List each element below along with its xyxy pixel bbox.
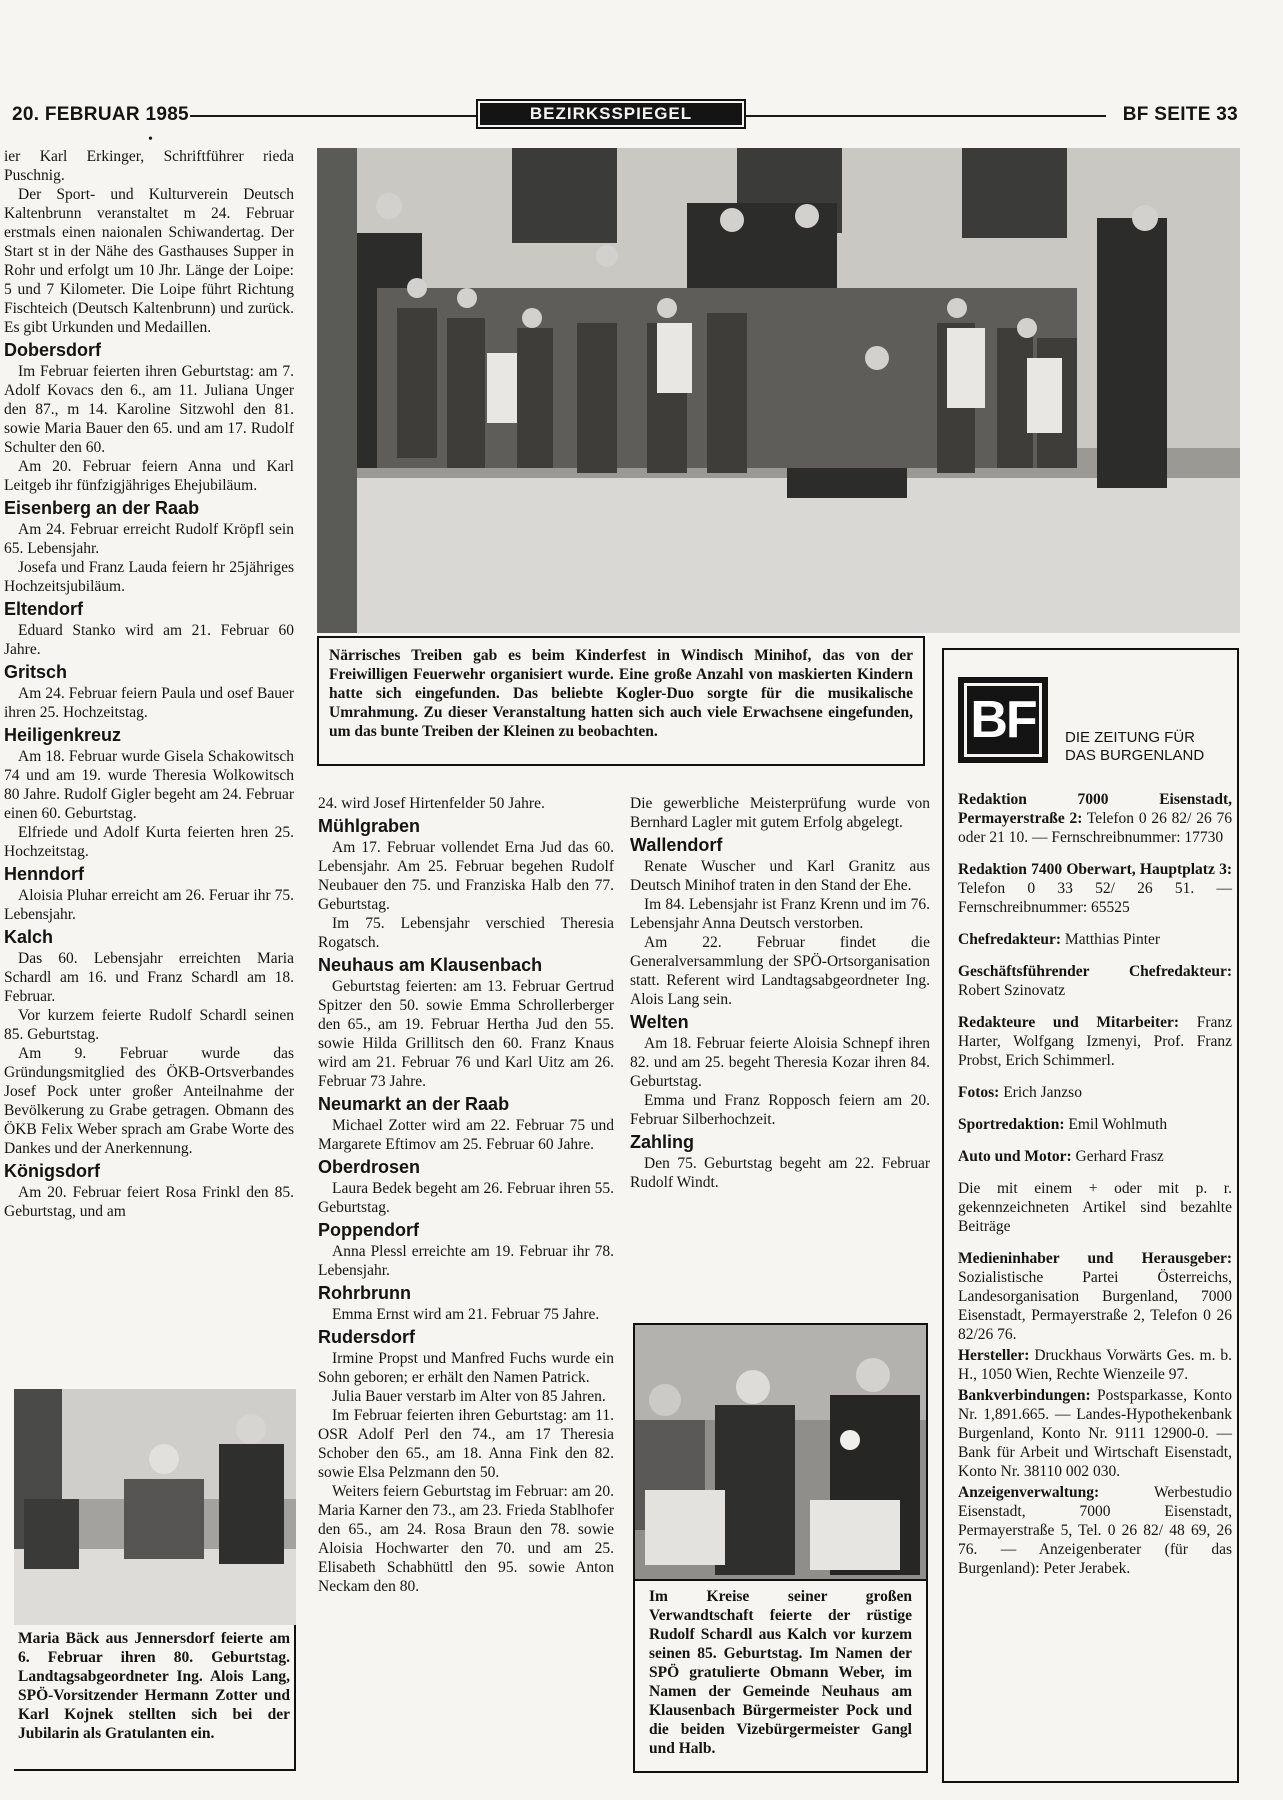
news-paragraph: Am 24. Februar feiern Paula und osef Bauer ihren 25. Hochzeitstag. (4, 685, 294, 721)
imprint-entry (958, 860, 1232, 917)
news-paragraph: Im 84. Lebensjahr ist Franz Krenn und im 76. Lebensjahr Anna Deutsch verstorben. (630, 896, 930, 932)
imprint-entry (958, 1483, 1232, 1578)
locality-heading: Rudersdorf (318, 1327, 416, 1347)
imprint-entry (958, 1386, 1232, 1481)
news-paragraph: Vor kurzem feierte Rudolf Schardl seinen 85. Geburtstag. (4, 1007, 294, 1043)
page-number: BF SEITE 33 (1122, 104, 1238, 125)
section-title: BEZIRKSSPIEGEL (480, 103, 742, 125)
locality-heading: Heiligenkreuz (4, 725, 122, 745)
news-paragraph: Im Februar feierten ihren Geburtstag: am 7. Adolf Kovacs den 6., am 11. Juliana Unger den 87., m 14. Karoline Sitzwohl den 81. sowie Maria Bauer den 65. und am 17. Rudolf Schulter den 60. (4, 363, 294, 456)
caption-maria-baeck: Maria Bäck aus Jennersdorf feierte am 6. Februar ihren 80. Geburtstag. Landtagsabgeordneter Ing. Alois Lang, SPÖ-Vorsitzender Hermann Zotter und Karl Kojnek stellten sich bei der Jubilarin als Gratulanten ein. (18, 1630, 290, 1742)
imprint-entry (958, 1147, 1232, 1166)
locality-heading: Kalch (4, 927, 54, 947)
news-paragraph: Geburtstag feierten: am 13. Februar Gertrud Spitzer den 50. sowie Emma Schrollerberger den 65., am 19. Februar Hertha Jud den 55. sowie Hilda Grillitsch den 60. Franz Knaus wird am 21. Februar 76 und Karl Uitz am 26. Februar 73 Jahre. (318, 978, 614, 1090)
locality-heading: Gritsch (4, 662, 68, 682)
imprint-value: Matthias Pinter (1061, 931, 1161, 948)
locality-heading: Wallendorf (630, 835, 723, 855)
news-paragraph: Am 20. Februar feiert Rosa Frinkl den 85. Geburtstag, und am (4, 1184, 294, 1220)
news-paragraph: Emma und Franz Ropposch feiern am 20. Februar Silberhochzeit. (630, 1092, 930, 1128)
news-paragraph: Josefa und Franz Lauda feiern hr 25jähriges Hochzeitsjubiläum. (4, 559, 294, 595)
locality-heading: Oberdrosen (318, 1157, 421, 1177)
locality-heading: Rohrbrunn (318, 1283, 411, 1303)
photo-maria-baeck-image (14, 1389, 296, 1625)
imprint-text (958, 790, 1232, 1580)
imprint-value: Druckhaus Vorwärts Ges. m. b. H., 1050 Wien, Rechte Wienzeile 97. (958, 1347, 1232, 1383)
imprint-entry (958, 1013, 1232, 1070)
locality-heading: Eltendorf (4, 599, 83, 619)
imprint-value: Franz Harter, Wolfgang Izmenyi, Prof. Franz Probst, Erich Schimmerl. (958, 1014, 1232, 1069)
intro-paragraph: Der Sport- und Kulturverein Deutsch Kaltenbrunn veranstaltet m 24. Februar erstmals einen naionalen Schiwandertag. Der Start st in der Nähe des Gasthauses Supper in Rohr und erfolgt um 10 Jhr. Länge der Loipe: 5 und 7 Kilometer. Die Loipe führt Richtung Fischteich (Deutsch Kaltenbrunn) und zurück. Es gibt Urkunden und Medaillen. (4, 186, 294, 336)
news-paragraph: Am 20. Februar feiern Anna und Karl Leitgeb ihr fünfzigjähriges Ehejubiläum. (4, 458, 294, 494)
bullet-mark: • (148, 132, 153, 147)
news-paragraph: Emma Ernst wird am 21. Februar 75 Jahre. (332, 1306, 600, 1323)
news-paragraph: Im Februar feierten ihren Geburtstag: am 11. OSR Adolf Perl den 74., am 17 Theresia Schober den 65., am 18. Anna Fink den 82. sowie Elsa Pelzmann den 50. (318, 1407, 614, 1481)
imprint-label: Redaktion 7400 Oberwart, Hauptplatz 3: (958, 861, 1232, 878)
news-paragraph: Den 75. Geburtstag begeht am 22. Februar Rudolf Windt. (630, 1155, 930, 1191)
news-paragraph: Weiters feiern Geburtstag im Februar: am 20. Maria Karner den 73., am 23. Frieda Stablhofer den 65., am 24. Rosa Braun den 78. sowie Aloisia Hochwarter den 70. und am 25. Elisabeth Schabhüttl den 95. sowie Anton Neckam den 80. (318, 1483, 614, 1595)
news-paragraph: Aloisia Pluhar erreicht am 26. Feruar ihr 75. Lebensjahr. (4, 887, 294, 923)
imprint-label: Hersteller: (958, 1347, 1030, 1364)
imprint-label: Fotos: (958, 1084, 1000, 1101)
issue-date: 20. FEBRUAR 1985 (12, 104, 189, 125)
column-2-text (318, 794, 614, 1596)
caption-box-maria-baeck (14, 1625, 296, 1771)
intro-paragraph: ier Karl Erkinger, Schriftführer rieda Puschnig. (4, 148, 294, 184)
imprint-value: Telefon 0 33 52/ 26 51. — Fernschreibnummer: 65525 (958, 880, 1232, 916)
article-column-2 (318, 794, 614, 1596)
caption-rudolf-schardl: Im Kreise seiner großen Verwandtschaft feierte der rüstige Rudolf Schardl aus Kalch vor kurzem seinen 85. Geburtstag. Im Namen der SPÖ gratulierte Obmann Weber, im Namen der Gemeinde Neuhaus am Klausenbach Bürgermeister Pock und die beiden Vizebürgermeister Gangl und Halb. (649, 1588, 912, 1757)
imprint-entry (958, 790, 1232, 847)
tagline-line-2: DAS BURGENLAND (1065, 747, 1205, 764)
tagline-line-1: DIE ZEITUNG FÜR (1065, 729, 1195, 746)
photo-rudolf-schardl (633, 1323, 928, 1581)
imprint-value: Postsparkasse, Konto Nr. 1,891.665. — Landes-Hypothekenbank Burgenland, Konto Nr. 9111 12900-0. — Bank für Arbeit und Wirtschaft Eisenstadt, Konto Nr. 38110 002 030. (958, 1387, 1232, 1480)
locality-heading: Welten (630, 1012, 689, 1032)
header-rule-right (746, 115, 1106, 117)
news-paragraph: Am 24. Februar erreicht Rudolf Kröpfl sein 65. Lebensjahr. (4, 521, 294, 557)
intro-paragraph: Die gewerbliche Meisterprüfung wurde von Bernhard Lagler mit gutem Erfolg abgelegt. (630, 795, 930, 831)
locality-heading: Neumarkt an der Raab (318, 1094, 510, 1114)
imprint-value: Telefon 0 26 82/ 26 76 oder 21 10. — Fernschreibnummer: 17730 (958, 810, 1232, 846)
locality-heading: Mühlgraben (318, 816, 420, 836)
locality-heading: Eisenberg an der Raab (4, 498, 200, 518)
news-paragraph: Elfriede und Adolf Kurta feierten hren 25. Hochzeitstag. (4, 824, 294, 860)
header-rule-left (190, 115, 476, 117)
locality-heading: Zahling (630, 1132, 694, 1152)
news-paragraph: Anna Plessl erreichte am 19. Februar ihr 78. Lebensjahr. (318, 1243, 614, 1279)
imprint-label: Medieninhaber und Herausgeber: (958, 1250, 1232, 1267)
news-paragraph: Am 22. Februar findet die Generalversammlung der SPÖ-Ortsorganisation statt. Referent wird Landtagsabgeordneter Ing. Alois Lang sein. (630, 934, 930, 1008)
imprint-label: Auto und Motor: (958, 1148, 1072, 1165)
locality-heading: Königsdorf (4, 1161, 100, 1181)
caption-box-kinderfest (317, 636, 925, 766)
section-banner (476, 99, 746, 129)
imprint-value: Werbestudio Eisenstadt, 7000 Eisenstadt, Permayerstraße 5, Tel. 0 26 82/ 48 69, 26 76. — Anzeigenberater (für das Burgenland): Peter Jerabek. (958, 1484, 1232, 1577)
locality-heading: Dobersdorf (4, 340, 102, 360)
imprint-entry (958, 962, 1232, 1000)
news-paragraph: Am 18. Februar feierte Aloisia Schnepf ihren 82. und am 25. begeht Theresia Kozar ihren 84. Geburtstag. (630, 1035, 930, 1090)
imprint-label: Geschäftsführender Chefredakteur: (958, 963, 1232, 980)
imprint-entry (958, 1083, 1232, 1102)
news-paragraph: Im 75. Lebensjahr verschied Theresia Rogatsch. (318, 915, 614, 951)
photo-rudolf-schardl-image (635, 1325, 926, 1579)
news-paragraph: Michael Zotter wird am 22. Februar 75 und Margarete Eftimov am 25. Februar 60 Jahre. (318, 1117, 614, 1153)
imprint-label: Anzeigenverwaltung: (958, 1484, 1100, 1501)
news-paragraph: Am 17. Februar vollendet Erna Jud das 60. Lebensjahr. Am 25. Februar begehen Rudolf Neubauer den 75. und Franziska Halb den 77. Geburtstag. (318, 839, 614, 913)
photo-kinderfest-image (317, 148, 1240, 633)
imprint-label: Redakteure und Mitarbeiter: (958, 1014, 1180, 1031)
imprint-entry (958, 1249, 1232, 1344)
imprint-value: Emil Wohlmuth (1064, 1116, 1168, 1133)
column-3-text (630, 794, 930, 1192)
newspaper-tagline (1065, 729, 1204, 765)
imprint-label: Chefredakteur: (958, 931, 1062, 948)
imprint-entry (958, 930, 1232, 949)
locality-heading: Poppendorf (318, 1220, 419, 1240)
caption-kinderfest: Närrisches Treiben gab es beim Kinderfest in Windisch Minihof, das von der Freiwilligen Feuerwehr organisiert wurde. Eine große Anzahl von maskierten Kindern hatte sich eingefunden. Das beliebte Kogler-Duo sorgte für die musikalische Umrahmung. Zu dieser Veranstaltung hatten sich auch viele Erwachsene eingefunden, um das bunte Treiben der Kleinen zu beobachten. (329, 647, 913, 740)
locality-heading: Henndorf (4, 864, 84, 884)
news-paragraph: Julia Bauer verstarb im Alter von 85 Jahren. (332, 1388, 606, 1405)
article-column-3 (630, 794, 930, 1192)
news-paragraph: Das 60. Lebensjahr erreichten Maria Schardl am 16. und Franz Schardl am 18. Februar. (4, 950, 294, 1005)
imprint-value: Gerhard Frasz (1071, 1148, 1164, 1165)
article-column-1 (4, 147, 294, 1382)
imprint-value: Erich Janzso (999, 1084, 1082, 1101)
news-paragraph: Irmine Propst und Manfred Fuchs wurde ein Sohn geboren; er erhält den Namen Patrick. (318, 1350, 614, 1386)
news-paragraph: Am 18. Februar wurde Gisela Schakowitsch 74 und am 19. wurde Theresia Wolkowitsch 80 Jahre. Rudolf Gigler begeht am 24. Februar einen 60. Geburtstag. (4, 748, 294, 822)
news-paragraph: Am 9. Februar wurde das Gründungsmitglied des ÖKB-Ortsverbandes Josef Pock unter großer Anteilnahme der Bevölkerung zu Grabe getragen. Obmann des ÖKB Felix Weber sprach am Grabe Worte des Dankes und der Anerkennung. (4, 1045, 294, 1157)
bf-logo: BF (958, 677, 1048, 763)
column-1-text (4, 147, 294, 1221)
imprint-entry (958, 1115, 1232, 1134)
news-paragraph: Laura Bedek begeht am 26. Februar ihren 55. Geburtstag. (318, 1180, 614, 1216)
imprint-value: Die mit einem + oder mit p. r. gekennzeichneten Artikel sind bezahlte Beiträge (958, 1180, 1232, 1235)
imprint-entry (958, 1346, 1232, 1384)
news-paragraph: Eduard Stanko wird am 21. Februar 60 Jahre. (4, 622, 294, 658)
imprint-label: Redaktion 7000 Eisenstadt, Permayerstraße 2: (958, 791, 1232, 827)
imprint-value: Robert Szinovatz (958, 982, 1066, 999)
imprint-label: Bankverbindungen: (958, 1387, 1091, 1404)
intro-paragraph: 24. wird Josef Hirtenfelder 50 Jahre. (318, 795, 545, 812)
news-paragraph: Renate Wuscher und Karl Granitz aus Deutsch Minihof traten in den Stand der Ehe. (630, 858, 930, 894)
photo-maria-baeck (14, 1389, 296, 1625)
imprint-label: Sportredaktion: (958, 1116, 1065, 1133)
caption-box-rudolf-schardl (633, 1581, 928, 1773)
imprint-entry (958, 1179, 1232, 1236)
photo-kinderfest (317, 148, 1240, 633)
imprint-value: Sozialistische Partei Österreichs, Landesorganisation Burgenland, 7000 Eisenstadt, Permayerstraße 2, Telefon 0 26 82/26 76. (958, 1269, 1232, 1343)
locality-heading: Neuhaus am Klausenbach (318, 955, 543, 975)
